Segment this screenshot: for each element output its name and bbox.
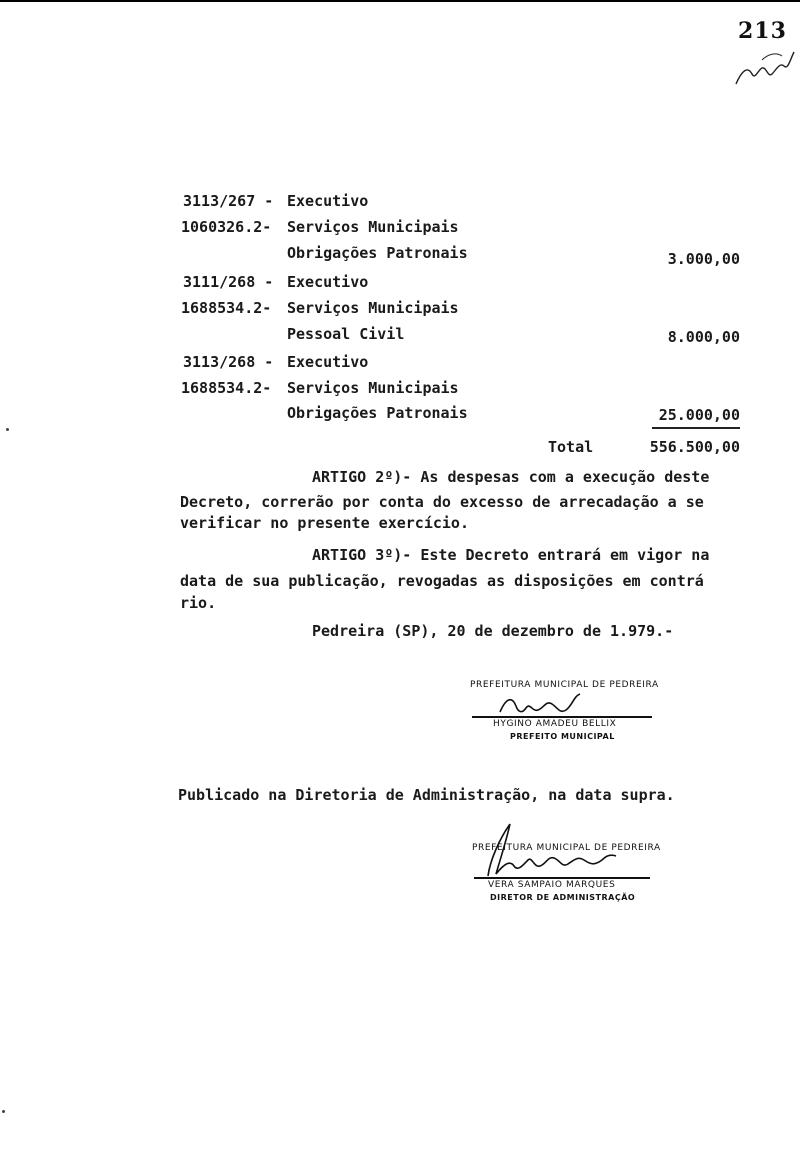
signature-2-title: DIRETOR DE ADMINISTRAÇÃO	[490, 893, 636, 902]
entry-2-amount: 8.000,00	[667, 328, 740, 346]
entry-2-code: 3111/268 -	[183, 273, 274, 291]
entry-2-item: Pessoal Civil	[287, 325, 405, 343]
page-top-border	[0, 0, 800, 2]
scan-speck	[2, 1110, 5, 1113]
entry-3-code: 3113/268 -	[183, 353, 274, 371]
entry-1-function: Serviços Municipais	[287, 218, 459, 236]
article-3-line-2: data de sua publicação, revogadas as disposições em contrá	[180, 572, 704, 590]
subtotal-rule	[652, 427, 740, 429]
entry-3-item: Obrigações Patronais	[287, 404, 468, 422]
entry-3-account: 1688534.2-	[181, 379, 272, 397]
signature-1-office: PREFEITURA MUNICIPAL DE PEDREIRA	[470, 680, 659, 690]
article-2-line-2: Decreto, correrão por conta do excesso de arrecadação a se	[180, 493, 704, 511]
article-2-line-3: verificar no presente exercício.	[180, 514, 469, 532]
entry-1-account: 1060326.2-	[181, 218, 272, 236]
entry-3-amount: 25.000,00	[658, 406, 740, 424]
initials-mark	[732, 40, 798, 90]
entry-2-account: 1688534.2-	[181, 299, 272, 317]
signature-1-name: HYGINO AMADEU BELLIX	[493, 719, 617, 729]
article-3-line-1: ARTIGO 3º)- Este Decreto entrará em vigor na	[312, 546, 710, 564]
signature-2-scribble	[470, 820, 630, 880]
place-and-date: Pedreira (SP), 20 de dezembro de 1.979.-	[312, 622, 674, 640]
entry-2-unit: Executivo	[287, 273, 369, 291]
article-3-line-3: rio.	[180, 594, 217, 612]
signature-2-line	[474, 877, 650, 879]
entry-2-function: Serviços Municipais	[287, 299, 459, 317]
signature-1-line	[472, 716, 652, 718]
total-amount: 556.500,00	[649, 438, 740, 456]
signature-2-office: PREFEITURA MUNICIPAL DE PEDREIRA	[472, 843, 661, 853]
entry-3-function: Serviços Municipais	[287, 379, 459, 397]
entry-3-unit: Executivo	[287, 353, 369, 371]
total-label: Total	[548, 438, 594, 456]
entry-1-code: 3113/267 -	[183, 192, 274, 210]
publication-note: Publicado na Diretoria de Administração, na data supra.	[178, 786, 675, 804]
page-number: 213	[738, 18, 787, 44]
scan-speck	[6, 428, 9, 431]
entry-1-unit: Executivo	[287, 192, 369, 210]
entry-1-item: Obrigações Patronais	[287, 244, 468, 262]
signature-1-title: PREFEITO MUNICIPAL	[510, 732, 615, 741]
article-2-line-1: ARTIGO 2º)- As despesas com a execução deste	[312, 468, 710, 486]
entry-1-amount: 3.000,00	[667, 250, 740, 268]
signature-2-name: VERA SAMPAIO MARQUES	[488, 880, 616, 890]
